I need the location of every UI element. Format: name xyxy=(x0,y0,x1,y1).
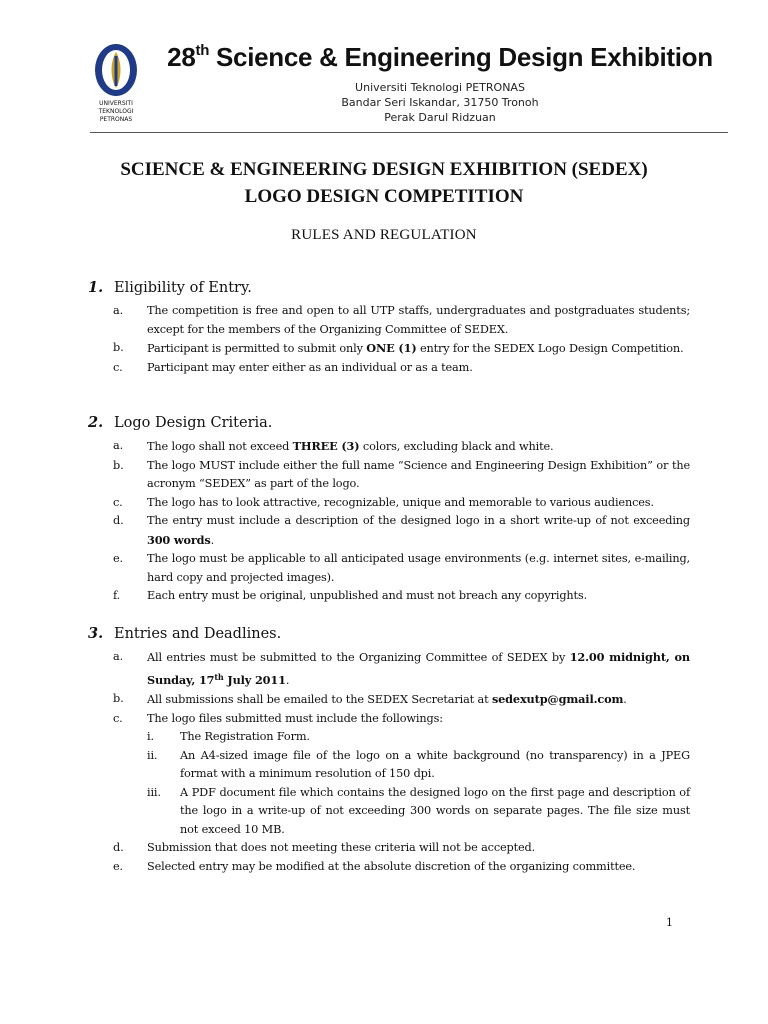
exhibition-title xyxy=(150,42,730,73)
page-number: 1 xyxy=(666,916,673,929)
section-title: Logo Design Criteria. xyxy=(114,415,273,431)
body-text: An A4-sized image file of the logo on a white background (no transparency) in a JPEG format with a minimum resolution of 150 dpi. xyxy=(180,748,690,780)
emphasis-text: sedexutp@gmail.com xyxy=(491,692,624,706)
section-number: 1. xyxy=(88,279,104,296)
sub-list-item-label: i. xyxy=(147,730,154,743)
title-rest: Science & Engineering Design Exhibition xyxy=(209,42,713,72)
body-text: The logo files submitted must include the followings: xyxy=(147,711,443,725)
sub-list-item xyxy=(147,784,690,840)
list-item-label: f. xyxy=(113,589,121,602)
body-text: All entries must be submitted to the Organizing Committee of SEDEX by xyxy=(147,651,570,664)
body-text: entry for the SEDEX Logo Design Competition. xyxy=(416,342,684,355)
list-item xyxy=(88,648,690,690)
header-divider xyxy=(90,132,728,133)
emphasis-text: 300 words xyxy=(147,532,211,547)
body-text: . xyxy=(210,533,215,547)
address-block xyxy=(210,80,670,125)
sub-list-item-label: ii. xyxy=(147,748,158,762)
address-line-street: Bandar Seri Iskandar, 31750 Tronoh xyxy=(341,96,539,109)
section-eligibility xyxy=(88,279,690,377)
section-number: 3. xyxy=(88,625,104,642)
logo-text-line-2: TEKNOLOGI xyxy=(98,108,134,115)
section-entries-deadlines xyxy=(88,625,690,876)
document-title-line-2: LOGO DESIGN COMPETITION xyxy=(244,186,524,207)
list-item xyxy=(88,512,690,550)
emphasis-text: THREE (3) xyxy=(292,439,360,453)
body-text: . xyxy=(623,693,627,706)
list-item-label: c. xyxy=(113,360,123,374)
body-text: The logo must be applicable to all anticipated usage environments (e.g. internet sites, e-mailing, hard copy and projected images). xyxy=(147,552,690,584)
document-title xyxy=(60,156,708,210)
section-title: Entries and Deadlines. xyxy=(114,626,282,642)
title-ordinal-suffix: th xyxy=(195,42,210,59)
list-item-label: a. xyxy=(113,439,124,452)
address-line-state: Perak Darul Ridzuan xyxy=(384,111,496,124)
body-text: Selected entry may be modified at the absolute discretion of the organizing committee. xyxy=(147,859,636,873)
list-item-label: e. xyxy=(113,552,123,565)
sub-list-item-label: iii. xyxy=(147,785,161,799)
list-item-label: d. xyxy=(113,514,124,527)
section-logo-criteria xyxy=(88,414,690,606)
body-text: . xyxy=(285,673,290,687)
list-item xyxy=(88,858,690,877)
body-text: Participant may enter either as an individual or as a team. xyxy=(147,360,473,374)
list-item xyxy=(88,457,690,494)
list-item xyxy=(88,839,690,858)
list-item-label: a. xyxy=(113,304,124,317)
list-item xyxy=(88,494,690,513)
body-text: The entry must include a description of the designed logo in a short write-up of not exceeding xyxy=(147,514,690,527)
list-item xyxy=(88,690,690,710)
logo-text-line-3: PETRONAS xyxy=(99,116,133,123)
list-item xyxy=(88,587,690,606)
list-item xyxy=(88,359,690,378)
address-line-university: Universiti Teknologi PETRONAS xyxy=(355,81,525,94)
body-text: The Registration Form. xyxy=(180,730,310,743)
body-text: All submissions shall be emailed to the SEDEX Secretariat at xyxy=(147,693,492,706)
list-item xyxy=(88,550,690,587)
logo-text-line-1: UNIVERSITI xyxy=(99,100,133,107)
body-text: The logo shall not exceed xyxy=(147,440,293,453)
emphasis-text: ONE (1) xyxy=(366,341,417,355)
list-item-label: d. xyxy=(113,841,124,854)
emphasis-text: July 2011 xyxy=(223,672,286,687)
body-text: The competition is free and open to all UTP staffs, undergraduates and postgraduates students; except for the members of the Organizing Committee of SEDEX. xyxy=(147,304,690,336)
body-text: The logo has to look attractive, recognizable, unique and memorable to various audiences. xyxy=(147,495,654,509)
section-heading xyxy=(88,625,690,642)
section-heading xyxy=(88,414,690,431)
section-title: Eligibility of Entry. xyxy=(114,280,252,296)
list-item xyxy=(88,437,690,457)
list-item-label: b. xyxy=(113,458,124,472)
title-ordinal: 28 xyxy=(167,42,196,72)
list-item xyxy=(88,302,690,339)
emphasis-text: th xyxy=(214,671,224,682)
list-item xyxy=(88,710,690,729)
rules-heading: RULES AND REGULATION xyxy=(291,227,477,243)
list-item-label: b. xyxy=(113,341,124,354)
list-item-label: b. xyxy=(113,692,124,705)
body-text: The logo MUST include either the full name “Science and Engineering Design Exhibition” or the acronym “SEDEX” as part of the logo. xyxy=(147,458,690,490)
section-heading xyxy=(88,279,690,296)
document-title-line-1: SCIENCE & ENGINEERING DESIGN EXHIBITION (SEDEX) xyxy=(120,159,648,180)
letterhead xyxy=(90,38,730,130)
list-item-label: e. xyxy=(113,859,123,873)
section-number: 2. xyxy=(88,414,104,431)
body-text: Each entry must be original, unpublished and must not breach any copyrights. xyxy=(147,589,588,602)
body-text: colors, excluding black and white. xyxy=(359,440,554,453)
body-text: Submission that does not meeting these criteria will not be accepted. xyxy=(147,841,536,854)
sub-list-item xyxy=(147,728,690,747)
body-text: A PDF document file which contains the designed logo on the first page and description of the logo in a write-up of not exceeding 300 words on separate pages. The file size must not exceed 10 MB. xyxy=(180,785,690,836)
list-item-label: c. xyxy=(113,711,123,725)
emphasis-text: 12.00 midnight, on Sunday, 17 xyxy=(147,650,690,687)
list-item xyxy=(88,339,690,359)
body-text: Participant is permitted to submit only xyxy=(147,342,367,355)
utp-logo-icon xyxy=(90,42,150,126)
sub-list xyxy=(88,728,690,839)
sub-list-item xyxy=(147,747,690,784)
list-item-label: a. xyxy=(113,650,124,663)
list-item-label: c. xyxy=(113,495,123,509)
